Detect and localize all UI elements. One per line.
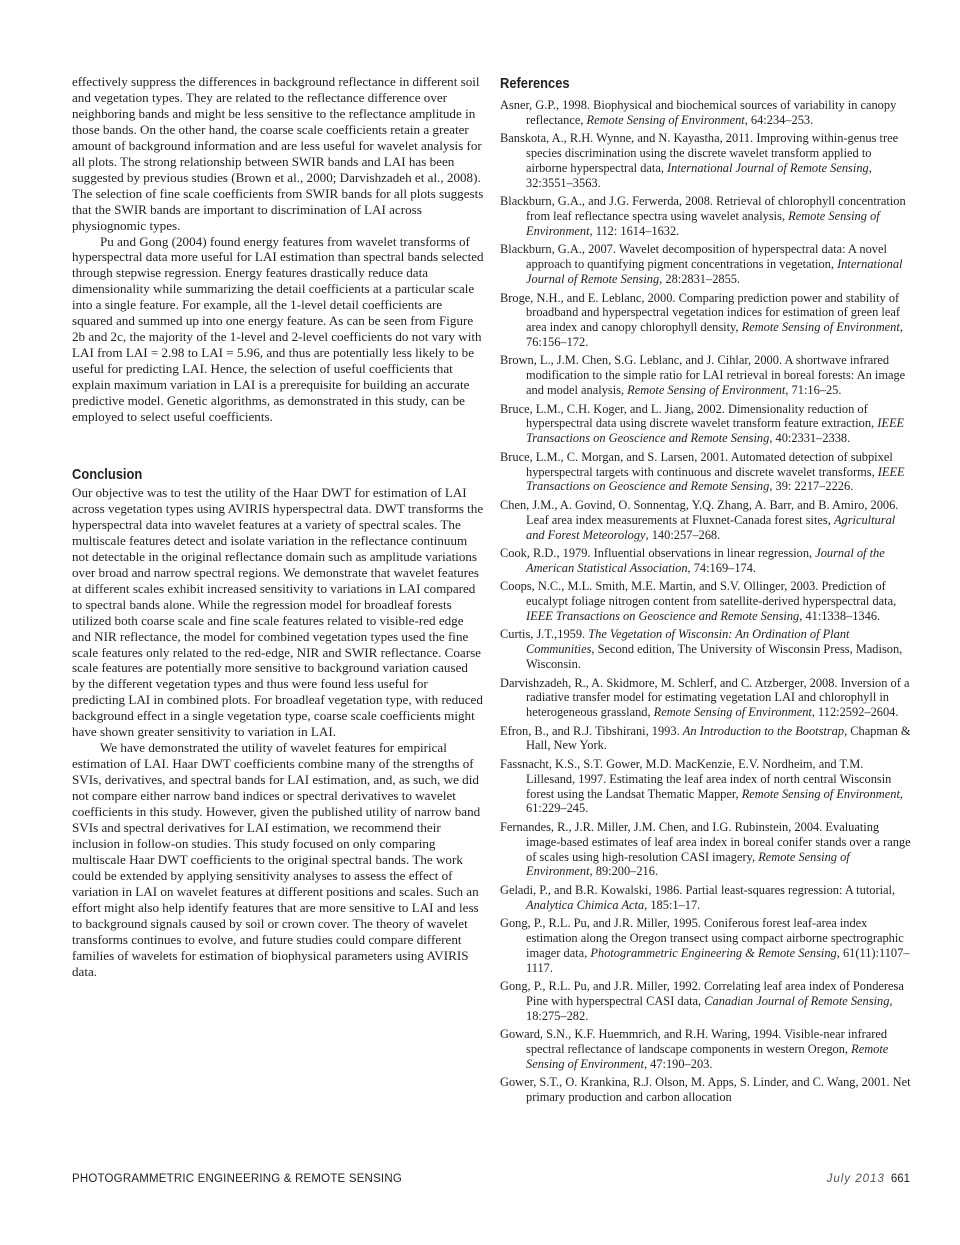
reference-journal: Remote Sensing of Environment [627,383,786,398]
reference-details: , 112: 1614–1632. [589,223,680,238]
body-paragraph: Pu and Gong (2004) found energy features from wavelet transforms of hyperspectral data more useful for LAI estimation than spectral bands selected through stepwise regression. Energy features drastically reduce data dimensionality while summarizing the detail coefficients at a particular scale into a single feature. For example, all the 1-level detail coefficients are squared and summed up into one energy feature. As can be seen from Figure 2b and 2c, the majority of the 1-level and 2-level coefficients do not vary with LAI from LAI = 2.98 to LAI = 5.96, and thus are potentially less likely to be useful for predicting LAI. Hence, the selection of useful coefficients that explain maximum variation in LAI is a prerequisite for building an accurate predictive model. Genetic algorithms, as demonstrated in this study, can be employed to select useful coefficients. [72,233,484,425]
reference-journal: Photogrammetric Engineering & Remote Sensing [590,945,837,960]
reference-journal: Remote Sensing of Environment [526,1042,889,1071]
reference-entry [500,402,914,447]
reference-authors: Coops, N.C., M.L. Smith, M.E. Martin, and S.V. Ollinger, 2003. Prediction of eucalypt foliage nitrogen content from satellite-derived hyperspectral data, [500,579,897,609]
reference-entry [500,916,914,975]
reference-entry [500,353,914,398]
footer-date-page [827,1173,910,1185]
reference-authors: Brown, L., J.M. Chen, S.G. Leblanc, and J. Cihlar, 2000. A shortwave infrared modification to the simple ratio for LAI retrieval in boreal forests: An image and model analysis, [500,353,906,398]
reference-authors: Cook, R.D., 1979. Influential observations in linear regression, [500,545,816,560]
reference-details: , 112:2592–2604. [811,705,899,720]
conclusion-heading: Conclusion [72,465,143,483]
reference-details: , 41:1338–1346. [799,608,881,623]
reference-journal: Agricultural and Forest Meteorology [526,512,896,542]
reference-entry [500,1075,914,1105]
reference-authors: Darvishzadeh, R., A. Skidmore, M. Schlerf, and C. Atzberger, 2008. Inversion of a radiative transfer model for estimating vegetation LAI and chlorophyll in heterogeneous grassland, [500,675,910,720]
reference-authors: Bruce, L.M., C.H. Koger, and L. Jiang, 2002. Dimensionality reduction of hyperspectral data using discrete wavelet transform feature extraction, [500,401,878,431]
reference-entry [500,757,914,816]
reference-details: , 76:156–172. [526,320,903,350]
reference-details: , 89:200–216. [589,864,659,879]
reference-details: , 40:2331–2338. [769,431,851,446]
reference-entry [500,450,914,495]
reference-entry [500,883,914,913]
reference-details: , 32:3551–3563. [526,160,872,190]
reference-entry [500,676,914,721]
reference-authors: Gong, P., R.L. Pu, and J.R. Miller, 1995. Coniferous forest leaf-area index estimation along the Oregon transect using compact airborne spectrographic imager data, [500,916,904,960]
reference-entry [500,546,914,576]
reference-journal: International Journal of Remote Sensing [667,160,869,175]
reference-details: , 64:234–253. [744,112,814,127]
reference-journal: IEEE Transactions on Geoscience and Remote Sensing [526,608,800,623]
reference-authors: Goward, S.N., K.F. Huemmrich, and R.H. Waring, 1994. Visible-near infrared spectral reflectance of landscape components in western Oregon, [500,1027,888,1057]
footer-journal-name: PHOTOGRAMMETRIC ENGINEERING & REMOTE SENSING [72,1173,402,1185]
reference-authors: Efron, B., and R.J. Tibshirani, 1993. [500,723,683,738]
reference-authors: Fernandes, R., J.R. Miller, J.M. Chen, and I.G. Rubinstein, 2004. Evaluating image-based estimates of leaf area index in boreal conifer stands over a range of scales using high-resolution CASI imagery, [500,819,911,864]
reference-entry [500,291,914,350]
reference-authors: Curtis, J.T.,1959. [500,627,589,642]
reference-journal: International Journal of Remote Sensing [526,257,903,287]
reference-journal: An Introduction to the Bootstrap [682,723,845,738]
reference-journal: Remote Sensing of Environment [586,112,745,127]
reference-authors: Fassnacht, K.S., S.T. Gower, M.D. MacKenzie, E.V. Nordheim, and T.M. Lillesand, 1997. Estimating the leaf area index of north central Wisconsin forest using the Landsat Thematic Mapper, [500,756,892,801]
reference-details: , 140:257–268. [645,527,721,542]
reference-entry [500,579,914,624]
reference-journal: Remote Sensing of Environment [526,209,880,238]
reference-authors: Chen, J.M., A. Govind, O. Sonnentag, Y.Q. Zhang, A. Barr, and B. Amiro, 2006. Leaf area index measurements at Fluxnet-Canada forest sites, [500,497,899,527]
reference-details: , 71:16–25. [785,383,842,398]
reference-journal: The Vegetation of Wisconsin: An Ordination of Plant Communities [526,627,850,657]
reference-authors: Broge, N.H., and E. Leblanc, 2000. Comparing prediction power and stability of broadband and hyperspectral vegetation indices for estimation of green leaf area index and canopy chlorophyll density, [500,290,900,335]
reference-entry [500,131,914,190]
reference-details: , 28:2831–2855. [659,272,741,287]
reference-entry [500,98,914,128]
reference-journal: Remote Sensing of Environment [653,705,812,720]
conclusion-paragraph: Our objective was to test the utility of the Haar DWT for estimation of LAI across vegetation types using AVIRIS hyperspectral data. DWT transforms the hyperspectral data into wavelet features at a variety of spectral scales. The multiscale features detect and isolate variation in the reflectance continuum not detectable in the original reflectance domain such as amplitude variations over broad and narrow spectral regions. We demonstrate that wavelet features at different scales exhibit increased sensitivity to variations in LAI compared to spectral bands alone. While the regression model for broadleaf forests utilized both coarse scale and fine scale features related to visible-red edge and NIR reflectance, the model for combined vegetation types used the fine scale features only related to the red-edge, NIR and SWIR reflectance. Coarse scale features are potentially more sensitive to background variation caused by the different vegetation types and thus were found less useful for predicting LAI in combined plots. For broadleaf vegetation type, with reduced background effect in a single vegetation type, coarse scale coefficients might have shown greater sensitivity to variation in LAI. [72,484,484,740]
reference-list [500,98,914,1105]
reference-details: , 61:229–245. [526,786,904,816]
references-heading: References [500,75,570,92]
footer-date: July 2013 [826,1173,885,1185]
reference-authors: Banskota, A., R.H. Wynne, and N. Kayastha, 2011. Improving within-genus tree species discrimination using the discrete wavelet transform applied to airborne hyperspectral data, [500,131,899,175]
left-column [72,74,484,980]
right-column [500,74,914,1109]
reference-entry [500,242,914,287]
reference-journal: IEEE Transactions on Geoscience and Remote Sensing [526,416,905,446]
reference-entry [500,979,914,1024]
reference-journal: IEEE Transactions on Geoscience and Remote Sensing [526,464,905,494]
reference-authors: Bruce, L.M., C. Morgan, and S. Larsen, 2001. Automated detection of subpixel hyperspectral targets with continuous and discrete wavelet transforms, [500,449,893,479]
reference-entry [500,1027,914,1072]
reference-authors: Gong, P., R.L. Pu, and J.R. Miller, 1992. Correlating leaf area index of Ponderesa Pine with hyperspectral CASI data, [500,979,904,1008]
reference-journal: Remote Sensing of Environment [526,849,850,879]
reference-entry [500,724,914,754]
reference-authors: Geladi, P., and B.R. Kowalski, 1986. Partial least-squares regression: A tutorial, [500,882,896,897]
reference-journal: Remote Sensing of Environment [741,320,900,335]
reference-authors: Asner, G.P., 1998. Biophysical and biochemical sources of variability in canopy reflectance, [500,98,897,127]
reference-journal: Analytica Chimica Acta [526,897,645,912]
reference-entry [500,627,914,672]
reference-details: , 61(11):1107–1117. [526,945,910,975]
reference-details: , 185:1–17. [644,897,701,912]
conclusion-paragraph: We have demonstrated the utility of wavelet features for empirical estimation of LAI. Haar DWT coefficients combine many of the strengths of SVIs, derivatives, and spectral bands for LAI estimation, and, as such, we did not compare either narrow band indices or spectral derivatives to wavelet coefficients in this study. However, given the published utility of narrow band SVIs and spectral derivatives for LAI estimation, we recommend their inclusion in follow-on studies. This study focused on only comparing multiscale Haar DWT coefficients to the original spectral bands. The work could be extended by applying sensitivity analyses to assess the effect of variation in LAI on wavelet features at different positions and scales. Such an effort might also help identify features that are more sensitive to LAI and less to background signals caused by soil or crown cover. The theory of wavelet transforms continues to evolve, and future studies could compare different families of wavelets for estimation of biophysical parameters using AVIRIS data. [72,740,481,979]
body-paragraph: effectively suppress the differences in background reflectance in different soil and vegetation types. They are related to the reflectance difference over neighboring bands and might be less sensitive to the reflectance amplitude in those bands. On the other hand, the coarse scale coefficients retain a greater amount of background information and are less useful for wavelet analysis for all plots. The strong relationship between SWIR bands and LAI has been suggested by previous studies (Brown et al., 2000; Darvishzadeh et al., 2008). The selection of fine scale coefficients from SWIR bands for all plots suggests that the SWIR bands are important to discrimination of LAI across physiognomic types. [72,74,484,233]
reference-journal: Canadian Journal of Remote Sensing [704,993,890,1008]
reference-journal: Remote Sensing of Environment [741,786,900,801]
reference-details: , 18:275–282. [526,993,893,1023]
reference-journal: Journal of the American Statistical Association [526,545,885,575]
reference-authors: Blackburn, G.A., and J.G. Ferwerda, 2008. Retrieval of chlorophyll concentration from leaf reflectance spectra using wavelet analysis, [500,194,906,224]
reference-details: , Second edition, The University of Wisconsin Press, Madison, Wisconsin. [526,642,903,672]
reference-entry [500,194,914,239]
reference-entry [500,498,914,543]
reference-authors: Gower, S.T., O. Krankina, R.J. Olson, M. Apps, S. Linder, and C. Wang, 2001. Net primary production and carbon allocation [500,1075,911,1105]
reference-authors: Blackburn, G.A., 2007. Wavelet decomposition of hyperspectral data: A novel approach to quantifying pigment concentrations in vegetation, [500,242,887,272]
reference-details: , 39: 2217–2226. [769,479,854,494]
reference-details: , 47:190–203. [643,1056,713,1071]
page-number: 661 [890,1173,910,1185]
reference-details: , Chapman & Hall, New York. [526,723,911,753]
reference-details: , 74:169–174. [687,560,757,575]
reference-entry [500,820,914,879]
